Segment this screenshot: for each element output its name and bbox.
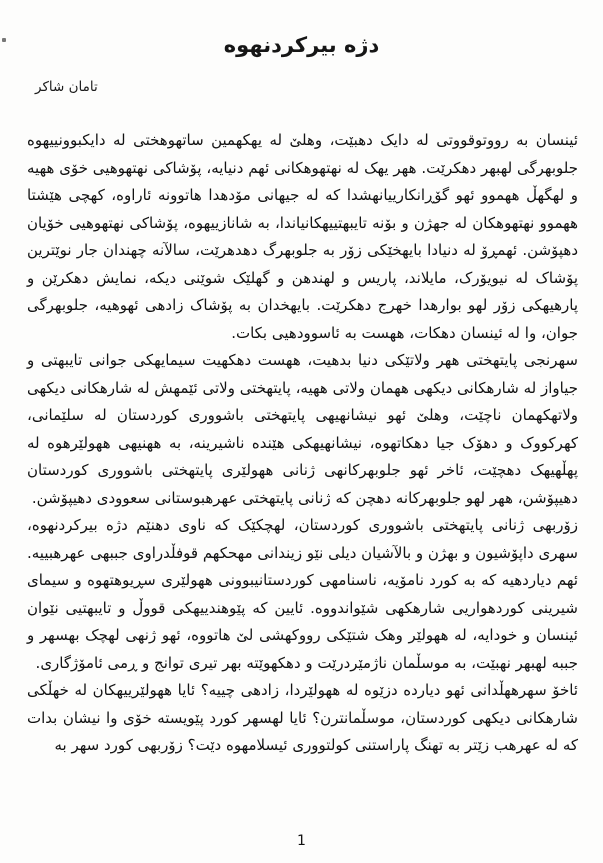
- author-byline: تامان شاکر: [35, 79, 98, 95]
- article-body: [27, 127, 578, 760]
- paragraph-4: ئاخۆ سهرههڵدانی ئهو دیارده دزێوه له ههولێردا، زادهی چییه؟ ئایا ههولێرییهکان له خهڵکی شارهکانی دیکهی کوردستان، موسڵمانترن؟ ئایا لهسهر کورد پێویسته خۆی وا نیشان بدات که له عهرهب زێتر به تهنگ پاراستنی کولتووری ئیسلامهوه دێت؟ زۆربهی کورد سهر به: [27, 681, 578, 754]
- paragraph-2: سهرنجی پایتهختی ههر ولاتێکی دنیا بدهیت، ههست دهکهیت سیمایهکی جوانی تایبهتی و جیاواز له شارهکانی دیکهی ههمان ولاتی ههیه، پایتهختی ولاتی ئێمهش له شارهکانی دیکهی ولاتهکهمان ناچێت، وهلێ ئهو نیشانهیهی پایتهختی باشووری کوردستان له سلێمانی، کهرکووک و دهۆک جیا دهکاتهوه، نیشانهیهکی هێنده ناشیرینه، به ههنیهی ههولێرهوه له پهڵهیهک دهچێت، ئاخر ئهو جلوبهرکانهی ژنانی ههولێری پایتهختی باشووری کوردستان دهیپۆشن، ههر لهو جلوبهرکانه دهچن که ژنانی پایتهختی عهرهبوستانی سعوودی دهیپۆشن.: [27, 351, 578, 507]
- page-number: 1: [297, 833, 306, 849]
- paragraph-1: ئینسان به رووتوقووتی له دایک دهبێت، وهلێ له یهکهمین ساتهوهختی له دایکبوونییهوه جلوبهرگی لهبهر دهکرێت. ههر یهک له نهتهوهکانی ئهم دنیایه، پۆشاکی نهتهوهیی خۆی ههیه و لهگهڵ ههموو ئهو گۆڕانکارییانهشدا که له جیهانی مۆدهدا هاتوونه ئاراوه، کهچی هێشتا ههموو نهتهوهکان له جهژن و بۆنه تایبهتییهکانیاندا، به شانازییهوه، پۆشاکی نهتهوهیی خۆیان دهپۆشن. ئهمڕۆ له دنیادا بایهخێکی زۆر به جلوبهرگ دهدهرێت، سالآنه چهندان جار نوێترین پۆشاک له نیویۆرک، مایلاند، پاریس و لهندهن و گهلێک شوێنی دیکه، نمایش دهکرێن و پارهیهکی زۆر لهو بوارهدا خهرج دهکرێت. بایهخدان به پۆشاک زادهی ئهوهیه، جلوبهرگی جوان، وا له ئینسان دهکات، ههست به ئاسوودهیی بکات.: [27, 131, 578, 342]
- paragraph-3: زۆربهی ژنانی پایتهختی باشووری کوردستان، لهچکێک که ناوی دهنێم دژه بیرکردنهوه، سهری داپۆشیون و بهژن و بالآشیان دیلی نێو زیندانی مهحکهم قوفڵدراوی جببهی عهرهبییه. ئهم دیاردهیه که به کورد نامۆیه، ناسنامهی کوردستانیبوونی ههولێری سڕیوهتهوه و سیمای شیرینی کوردهواریی شارهکهی شێواندووه. ئایین که پێوهندییهکی قووڵ و تایبهتیی نێوان ئینسان و خودایه، له ههولێر وهک شتێکی رووکهشی لێ هاتووه، ئهو ژنهی لهچک بهسهر و جببه لهبهر نهبێت، به موسڵمان ناژمێردرێت و دهکهوێته بهر تیری توانج و ڕمی ئامۆژگاری.: [27, 516, 578, 672]
- print-artifact-dot: [2, 38, 6, 42]
- page-title: دژه بیرکردنهوه: [223, 33, 380, 57]
